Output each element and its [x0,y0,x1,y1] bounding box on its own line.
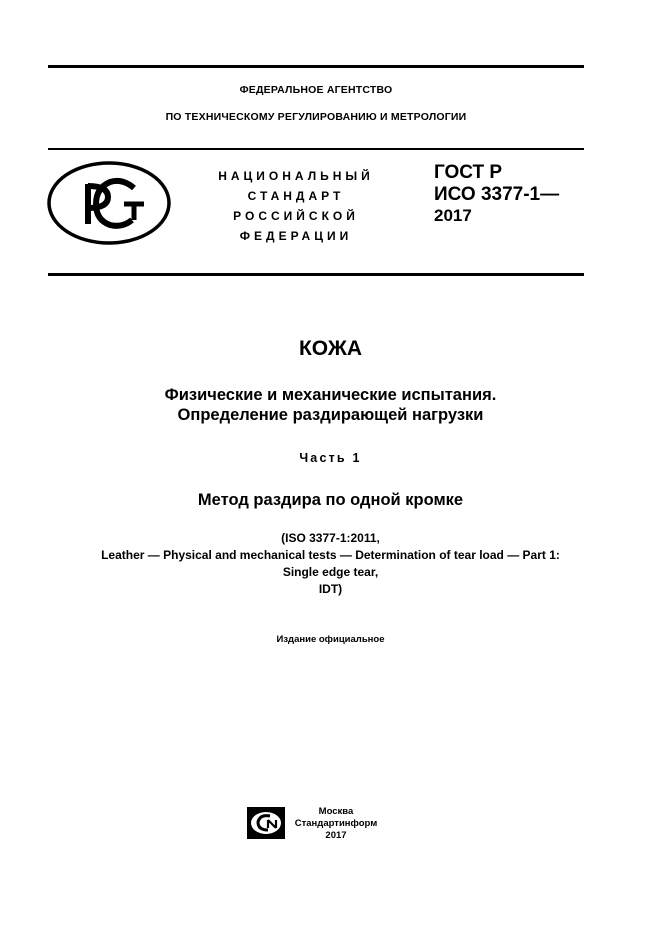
method-title: Метод раздира по одной кромке [197,491,464,509]
publisher-name: Стандартинформ [294,818,378,829]
standard-type-line-4: ФЕДЕРАЦИИ [239,229,353,243]
subtitle-line-1: Физические и механические испытания. [164,386,497,404]
designation-line-3: 2017 [434,206,472,225]
document-title: КОЖА [298,337,363,360]
agency-line-2: ПО ТЕХНИЧЕСКОМУ РЕГУЛИРОВАНИЮ И МЕТРОЛОГИИ [165,111,467,123]
agency-line-1: ФЕДЕРАЛЬНОЕ АГЕНТСТВО [239,84,393,96]
iso-reference-line-4: IDT) [318,582,343,596]
title-block-divider [48,273,584,276]
edition-label: Издание официальное [276,634,385,645]
top-rule [48,65,584,68]
header-divider [48,148,584,150]
standard-type-line-3: РОССИЙСКОЙ [233,209,359,223]
publisher-city: Москва [318,806,354,817]
part-label: Часть 1 [299,451,362,465]
standartinform-logo-icon [246,806,286,840]
publisher-year: 2017 [325,830,347,841]
iso-reference-line-2: Leather — Physical and mechanical tests — Determination of tear load — Part 1: [101,548,560,562]
iso-reference-line-1: (ISO 3377-1:2011, [281,531,380,545]
subtitle-line-2: Определение раздирающей нагрузки [177,406,484,424]
designation-line-2: ИСО 3377-1— [434,184,560,205]
standard-type-line-2: СТАНДАРТ [247,189,345,203]
standard-type-line-1: НАЦИОНАЛЬНЫЙ [218,169,374,183]
designation-line-1: ГОСТ Р [434,162,503,183]
iso-reference-line-3: Single edge tear, [282,565,379,579]
rst-certification-mark-icon [46,160,172,246]
